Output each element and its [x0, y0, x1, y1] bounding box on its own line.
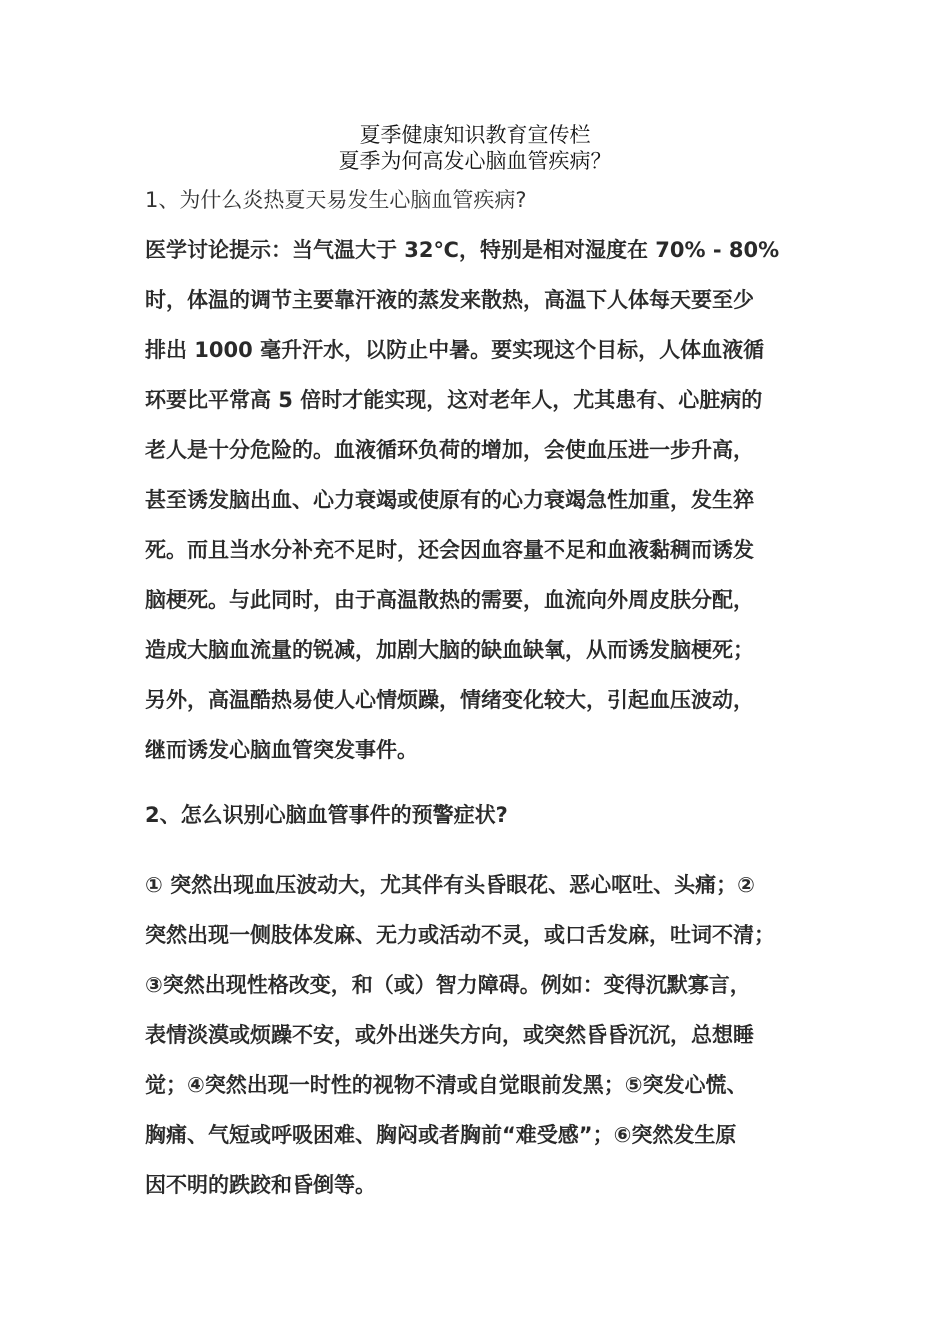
- answer-2-line: 突然出现一侧肢体发麻、无力或活动不灵，或口舌发麻，吐词不清；: [145, 923, 775, 947]
- answer-1-line: 脑梗死。与此同时，由于高温散热的需要，血流向外周皮肤分配，: [145, 588, 754, 612]
- document-title: 夏季健康知识教育宣传栏: [359, 123, 591, 147]
- answer-2-line: 胸痛、气短或呼吸困难、胸闷或者胸前“难受感”；⑥突然发生原: [145, 1123, 737, 1147]
- answer-2-paragraph: [145, 860, 810, 1210]
- answer-2-line: ③突然出现性格改变，和（或）智力障碍。例如：变得沉默寡言，: [145, 973, 751, 997]
- answer-1-paragraph: [145, 225, 810, 775]
- answer-2-line: 因不明的跌跤和昏倒等。: [145, 1173, 376, 1197]
- answer-1-line: 医学讨论提示：当气温大于 32℃，特别是相对湿度在 70% - 80%: [145, 238, 780, 262]
- answer-1-line: 时，体温的调节主要靠汗液的蒸发来散热，高温下人体每天要至少: [145, 288, 754, 312]
- answer-1-line: 死。而且当水分补充不足时，还会因血容量不足和血液黏稠而诱发: [145, 538, 754, 562]
- answer-2-line: 觉；④突然出现一时性的视物不清或自觉眼前发黑；⑤突发心慌、: [145, 1073, 748, 1097]
- answer-1-line: 老人是十分危险的。血液循环负荷的增加，会使血压进一步升高，: [145, 438, 754, 462]
- answer-1-line: 甚至诱发脑出血、心力衰竭或使原有的心力衰竭急性加重，发生猝: [145, 488, 754, 512]
- document-subtitle: 夏季为何高发心脑血管疾病？: [338, 149, 612, 173]
- answer-2-line: 表情淡漠或烦躁不安，或外出迷失方向，或突然昏昏沉沉，总想睡: [145, 1023, 754, 1047]
- title-block: [0, 122, 950, 174]
- question-1-heading: 1、为什么炎热夏天易发生心脑血管疾病?: [145, 188, 527, 212]
- answer-1-line: 环要比平常高 5 倍时才能实现，这对老年人，尤其患有、心脏病的: [145, 388, 763, 412]
- answer-1-line: 继而诱发心脑血管突发事件。: [145, 738, 418, 762]
- answer-1-line: 排出 1000 毫升汗水，以防止中暑。要实现这个目标，人体血液循: [145, 338, 765, 362]
- answer-2-line: ① 突然出现血压波动大，尤其伴有头昏眼花、恶心呕吐、头痛；②: [145, 873, 755, 897]
- answer-1-line: 另外，高温酷热易使人心情烦躁，情绪变化较大，引起血压波动，: [145, 688, 754, 712]
- answer-1-line: 造成大脑血流量的锐减，加剧大脑的缺血缺氧，从而诱发脑梗死；: [145, 638, 754, 662]
- question-2-heading: 2、怎么识别心脑血管事件的预警症状?: [145, 803, 508, 827]
